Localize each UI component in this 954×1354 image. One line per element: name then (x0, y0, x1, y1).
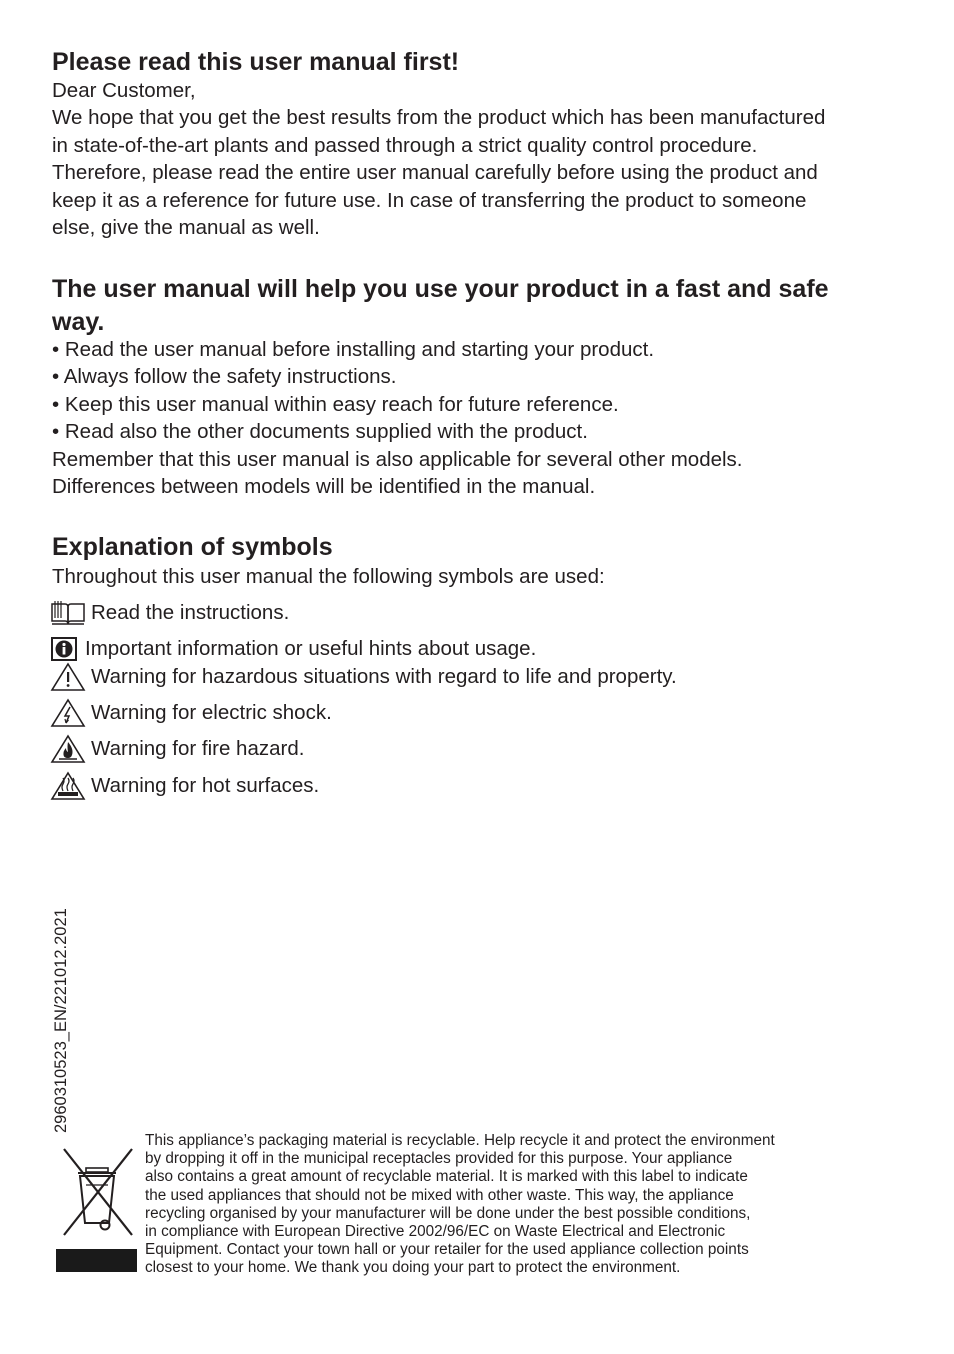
help-list (52, 336, 912, 500)
recycling-mark-bar (56, 1249, 137, 1272)
text-line: Differences between models will be identified in the manual. (52, 475, 596, 499)
fire-hazard-icon (50, 734, 86, 764)
list-item: • Read the user manual before installing and starting your product. (52, 338, 655, 361)
symbol-important-info (50, 634, 536, 664)
symbol-read-instructions (50, 598, 289, 628)
symbol-label: Warning for fire hazard. (91, 737, 305, 760)
symbol-electric-shock (50, 698, 332, 728)
heading-line: The user manual will help you use your product in a fast and safe (52, 275, 829, 303)
heading-line: way. (52, 308, 105, 336)
text-line: Dear Customer, (52, 79, 196, 102)
symbol-label: Warning for electric shock. (91, 701, 332, 724)
book-icon (50, 600, 86, 626)
text-line: in compliance with European Directive 2002/96/EC on Waste Electrical and Electronic (145, 1223, 726, 1241)
text-line: Therefore, please read the entire user manual carefully before using the product and (52, 161, 818, 185)
symbol-fire-hazard (50, 734, 304, 764)
symbol-hot-surfaces (50, 771, 319, 801)
text-line: closest to your home. We thank you doing your part to protect the environment. (145, 1259, 681, 1277)
symbols-heading: Explanation of symbols (52, 533, 333, 561)
text-line: Equipment. Contact your town hall or your retailer for the used appliance collection points (145, 1241, 749, 1259)
symbol-label: Warning for hazardous situations with regard to life and property. (91, 665, 677, 688)
text-line: recycling organised by your manufacturer will be done under the best possible conditions, (145, 1204, 751, 1222)
text-line: in state-of-the-art plants and passed through a strict quality control procedure. (52, 133, 758, 157)
document-code: 2960310523_EN/221012.2021 (52, 908, 70, 1133)
list-item: • Always follow the safety instructions. (52, 365, 397, 389)
symbols-intro: Throughout this user manual the following symbols are used: (52, 565, 605, 588)
electric-shock-icon (50, 698, 86, 728)
symbol-label: Read the instructions. (91, 601, 290, 624)
text-line: Remember that this user manual is also applicable for several other models. (52, 447, 743, 471)
list-item: • Keep this user manual within easy reach for future reference. (52, 392, 619, 416)
symbol-label: Warning for hot surfaces. (91, 774, 320, 797)
symbol-warning-hazard (50, 662, 677, 692)
intro-paragraph (52, 77, 912, 241)
symbol-label: Important information or useful hints about usage. (85, 637, 537, 660)
intro-heading: Please read this user manual first! (52, 48, 460, 76)
recycling-notice (145, 1132, 885, 1278)
text-line: keep it as a reference for future use. In case of transferring the product to someone (52, 188, 807, 212)
text-line: We hope that you get the best results from the product which has been manufactured (52, 106, 826, 130)
text-line: by dropping it off in the municipal receptacles provided for this purpose. Your appliance (145, 1150, 733, 1168)
crossed-out-wheelie-bin-icon (56, 1143, 138, 1243)
hot-surface-icon (50, 771, 86, 801)
help-heading (52, 273, 829, 339)
text-line: else, give the manual as well. (52, 216, 320, 240)
list-item: • Read also the other documents supplied with the product. (52, 420, 588, 444)
warning-triangle-icon (50, 662, 86, 692)
info-icon (50, 636, 80, 662)
text-line: This appliance’s packaging material is recyclable. Help recycle it and protect the environment (145, 1132, 775, 1149)
text-line: the used appliances that should not be mixed with other waste. This way, the appliance (145, 1186, 734, 1204)
text-line: also contains a great amount of recyclable material. It is marked with this label to indicate (145, 1168, 748, 1186)
